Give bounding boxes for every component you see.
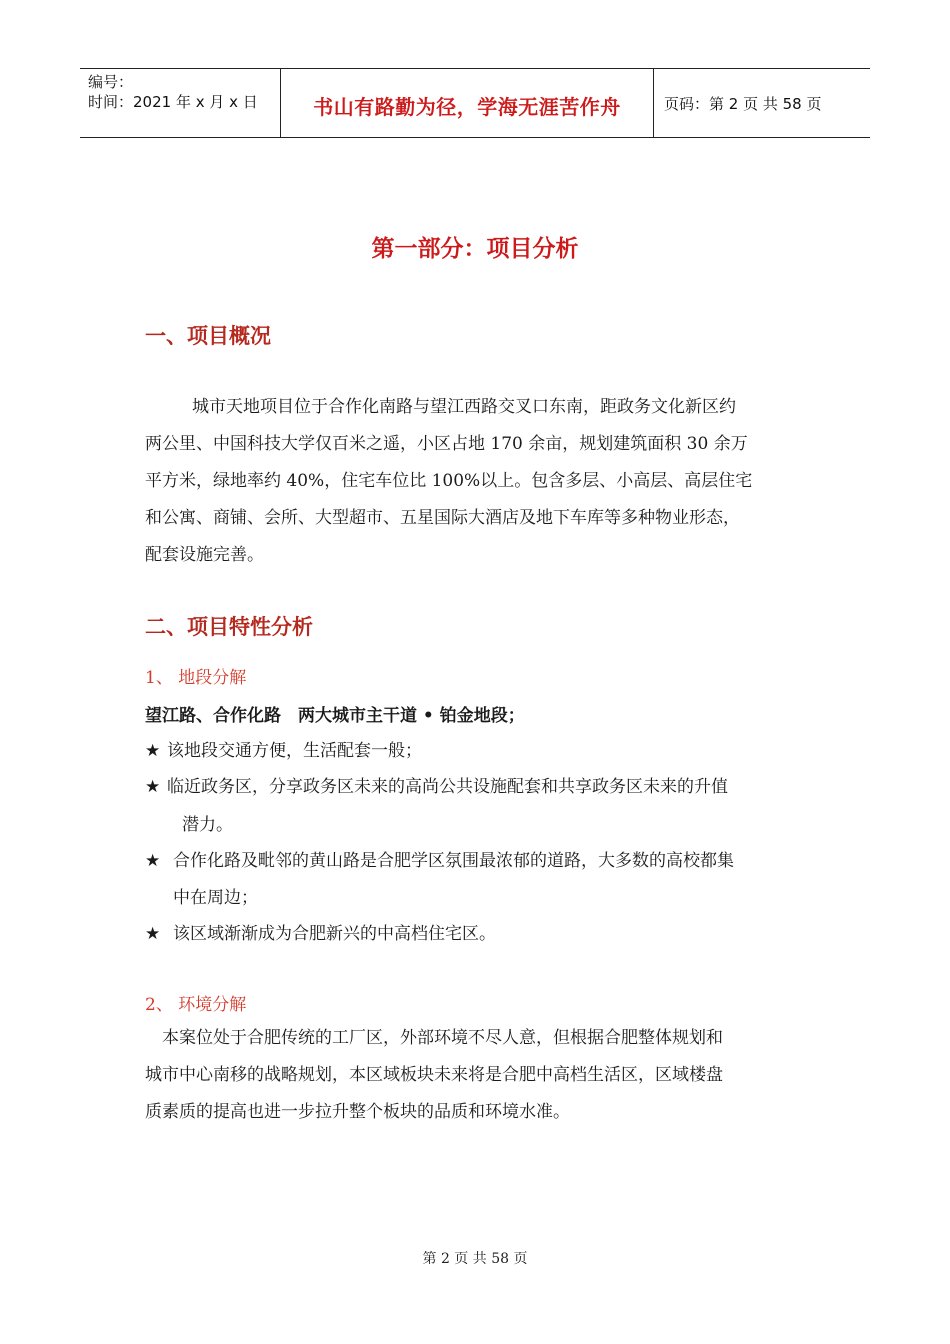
section-1-paragraph (145, 389, 810, 574)
paragraph-line: 两公里、中国科技大学仅百米之遥，小区占地 170 余亩，规划建筑面积 30 余万 (145, 434, 748, 454)
paragraph-line: 配套设施完善。 (145, 545, 264, 565)
header-page-info: 页码：第 2 页 共 58 页 (664, 95, 822, 113)
header-motto: 书山有路勤为径，学海无涯苦作舟 (313, 95, 621, 119)
document-time-label: 时间：2021 年 x 月 x 日 (88, 93, 258, 111)
subsection-1-heading: 1、 地段分解 (145, 668, 247, 688)
page-footer: 第 2 页 共 58 页 (422, 1251, 528, 1267)
bullet-item (145, 919, 496, 944)
header-motto-cell (281, 69, 654, 137)
bullet-item (145, 772, 728, 797)
document-number-label: 编号： (88, 73, 134, 91)
paragraph-line: 城市天地项目位于合作化南路与望江西路交叉口东南，距政务文化新区约 (192, 397, 736, 417)
section-2-heading: 二、项目特性分析 (145, 615, 313, 639)
star-icon: ★ (145, 924, 161, 944)
header-page-cell (654, 69, 870, 137)
bullet-continuation: 潜力。 (182, 815, 233, 835)
paragraph-line: 和公寓、商铺、会所、大型超市、五星国际大酒店及地下车库等多种物业形态， (145, 508, 740, 528)
document-title: 第一部分：项目分析 (371, 236, 579, 262)
environment-paragraph (145, 1020, 810, 1131)
bullet-text: 该区域渐渐成为合肥新兴的中高档住宅区。 (173, 924, 496, 944)
bullet-item (145, 846, 734, 871)
bullet-item (145, 736, 422, 761)
subsection-2-heading: 2、 环境分解 (145, 995, 247, 1015)
paragraph-line: 平方米，绿地率约 40%，住宅车位比 100%以上。包含多层、小高层、高层住宅 (145, 471, 753, 491)
star-icon: ★ (145, 777, 161, 797)
location-lead-line: 望江路、合作化路 两大城市主干道 • 铂金地段； (145, 706, 525, 726)
star-icon: ★ (145, 741, 161, 761)
bullet-text: 临近政务区，分享政务区未来的高尚公共设施配套和共享政务区未来的升值 (167, 777, 728, 797)
paragraph-line: 城市中心南移的战略规划，本区域板块未来将是合肥中高档生活区，区域楼盘 (145, 1065, 723, 1085)
page-header (80, 68, 870, 138)
paragraph-line: 本案位处于合肥传统的工厂区，外部环境不尽人意，但根据合肥整体规划和 (162, 1028, 723, 1048)
bullet-continuation: 中在周边； (173, 888, 258, 908)
header-meta-cell (80, 69, 281, 137)
star-icon: ★ (145, 851, 161, 871)
section-1-heading: 一、项目概况 (145, 324, 271, 348)
bullet-text: 合作化路及毗邻的黄山路是合肥学区氛围最浓郁的道路，大多数的高校都集 (173, 851, 734, 871)
bullet-text: 该地段交通方便，生活配套一般； (167, 741, 422, 761)
paragraph-line: 质素质的提高也进一步拉升整个板块的品质和环境水准。 (145, 1102, 570, 1122)
